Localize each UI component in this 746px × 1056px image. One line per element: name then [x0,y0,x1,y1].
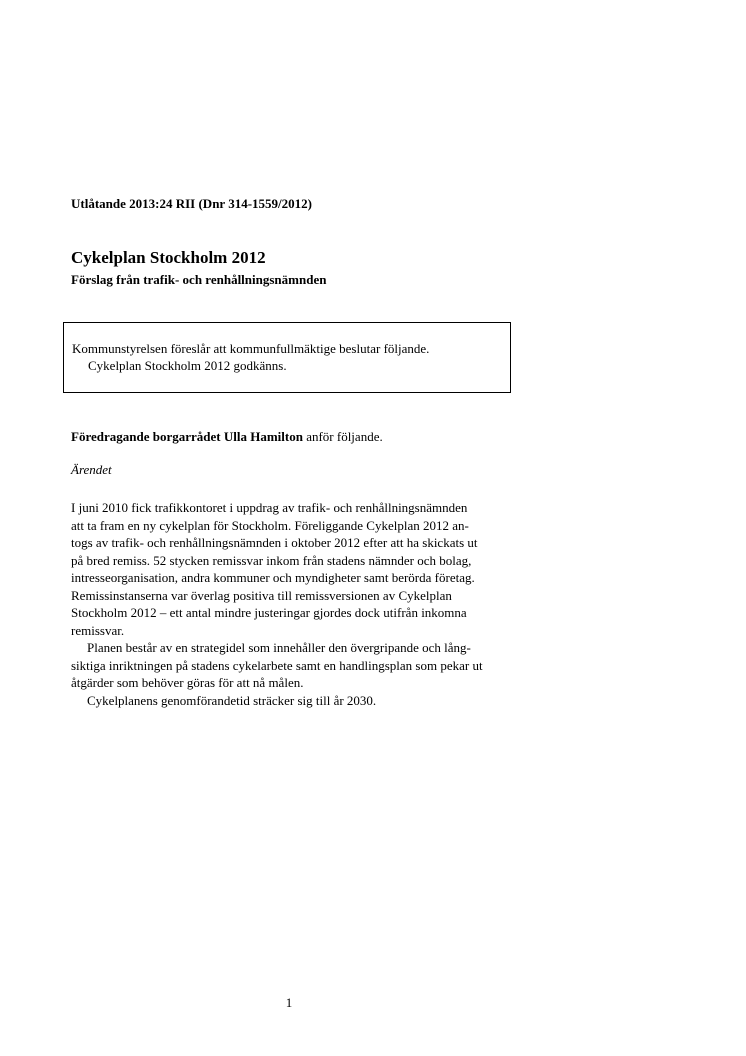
page-number: 1 [285,995,293,1010]
body-line: togs av trafik- och renhållningsnämnden i oktober 2012 efter att ha skickats ut [71,535,478,550]
body-line: Cykelplanens genomförandetid sträcker sig till år 2030. [87,692,377,708]
body-line: siktiga inriktningen på stadens cykelarbete samt en handlingsplan som pekar ut [71,657,483,673]
body-line: åtgärder som behöver göras för att nå målen. [71,675,304,690]
body-line: på bred remiss. 52 stycken remissvar inkom från stadens nämnder och bolag, [71,552,472,568]
document-subtitle: Förslag från trafik- och renhållningsnämnden [71,272,327,287]
body-line: Planen består av en strategidel som innehåller den övergripande och lång- [87,640,471,655]
body-line: remissvar. [71,622,125,638]
body-line: I juni 2010 fick trafikkontoret i uppdrag av trafik- och renhållningsnämnden [71,500,468,515]
document-reference: Utlåtande 2013:24 RII (Dnr 314-1559/2012) [71,196,312,211]
proposal-decision: Cykelplan Stockholm 2012 godkänns. [88,358,287,373]
body-line: intresseorganisation, andra kommuner och myndigheter samt berörda företag. [71,570,475,585]
speaker-line [71,429,383,445]
proposal-box [63,322,511,393]
body-line: att ta fram en ny cykelplan för Stockholm. Föreliggande Cykelplan 2012 an- [71,517,469,533]
speaker-name: Föredragande borgarrådet Ulla Hamilton [71,429,303,444]
body-text [71,499,511,709]
body-line: Remissinstanserna var överlag positiva till remissversionen av Cykelplan [71,587,452,603]
section-heading: Ärendet [71,462,112,477]
document-title: Cykelplan Stockholm 2012 [71,248,266,267]
speaker-rest: anför följande. [302,429,383,444]
proposal-intro: Kommunstyrelsen föreslår att kommunfullmäktige beslutar följande. [72,341,430,356]
body-line: Stockholm 2012 – ett antal mindre justeringar gjordes dock utifrån inkomna [71,605,467,620]
